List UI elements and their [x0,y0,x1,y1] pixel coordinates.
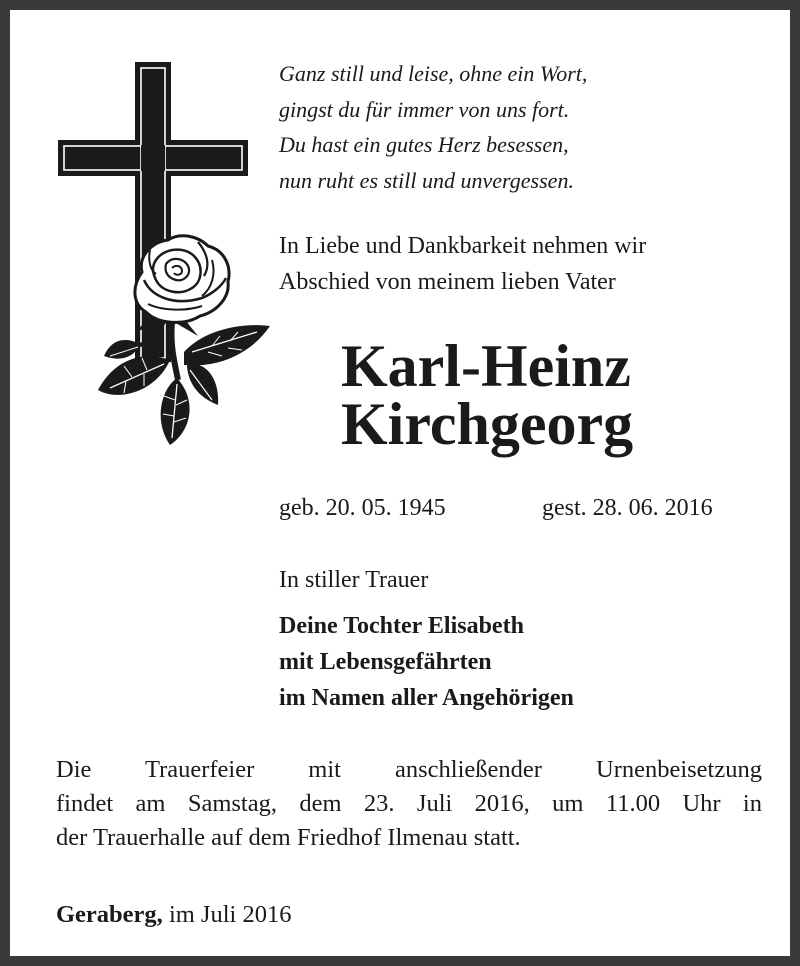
ceremony-line: der Trauerhalle auf dem Friedhof Ilmenau statt. [56,824,521,851]
poem-line: Du hast ein gutes Herz besessen, [279,132,569,157]
ceremony-line: findet am Samstag, dem 23. Juli 2016, um 11.00 Uhr in [56,790,762,817]
poem-line: nun ruht es still und unvergessen. [279,167,574,193]
cross-rose-emblem [52,60,272,455]
poem-line: gingst du für immer von uns fort. [279,96,570,122]
mourning-label: In stiller Trauer [279,567,429,593]
death-date: gest. 28. 06. 2016 [542,495,713,521]
ceremony-line: Die Trauerfeier mit anschließender Urnenbeisetzung [56,756,762,783]
intro-line: In Liebe und Dankbarkeit nehmen wir [279,233,647,259]
date: im Juli 2016 [168,901,292,928]
intro-line: Abschied von meinem lieben Vater [279,269,616,295]
mourner-line: im Namen aller Angehörigen [279,685,574,711]
farewell-intro [279,228,646,300]
rose-icon [98,236,270,445]
ceremony-info [56,753,762,855]
poem [279,56,587,198]
mourner-line: Deine Tochter Elisabeth [279,613,524,639]
mourners [279,608,574,716]
place-date-line [56,900,291,930]
poem-line: Ganz still und leise, ohne ein Wort, [279,61,588,86]
birth-date: geb. 20. 05. 1945 [279,495,446,521]
deceased-name [341,333,634,457]
mourner-line: mit Lebensgefährten [279,649,492,675]
first-name: Karl-Heinz [341,333,631,399]
place: Geraberg, [56,901,163,928]
last-name: Kirchgeorg [341,391,634,457]
